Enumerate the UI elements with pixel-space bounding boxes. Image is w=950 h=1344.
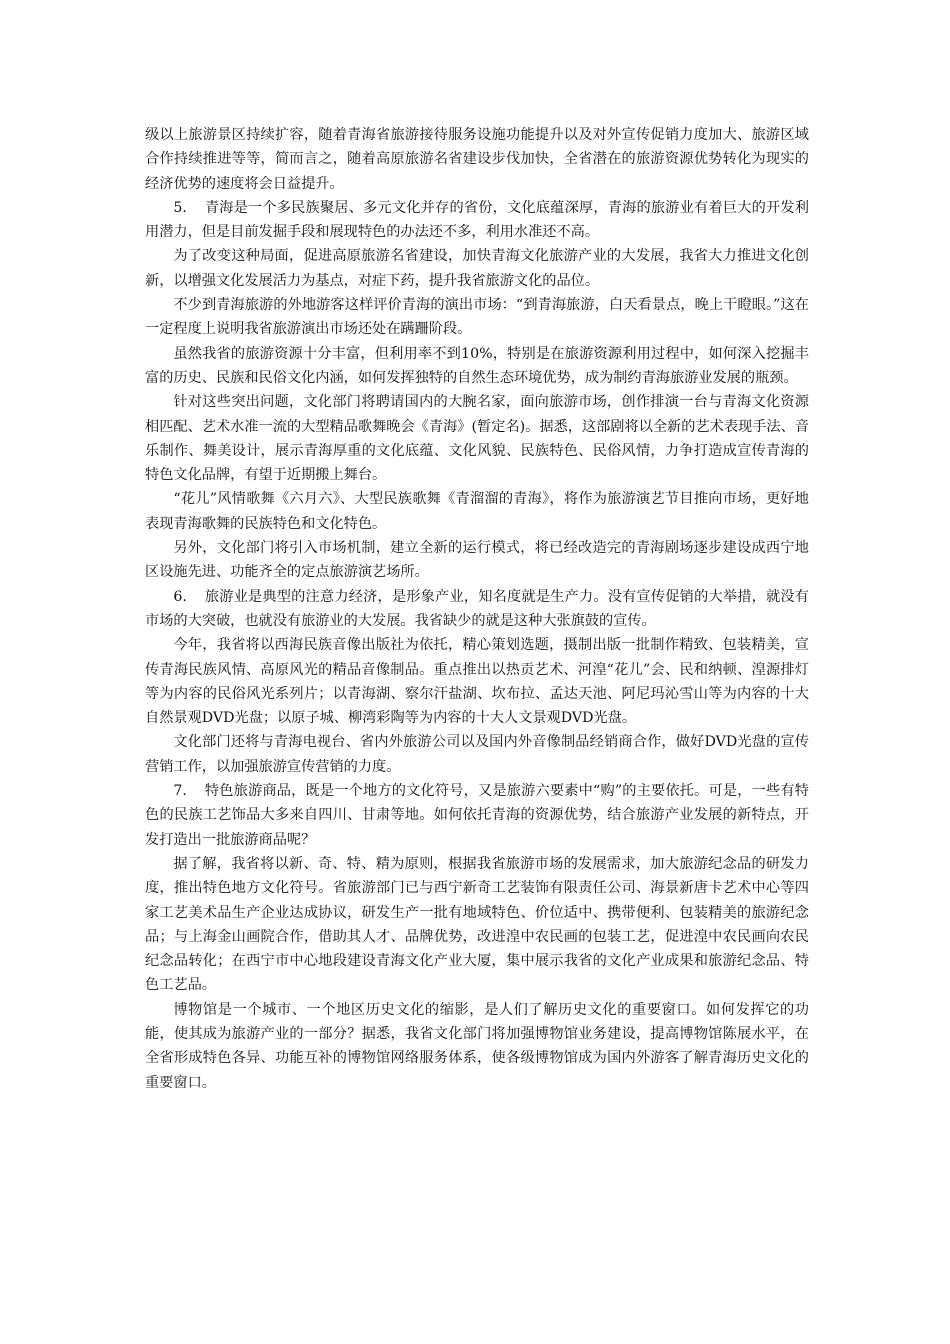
paragraph-text: 旅游业是典型的注意力经济，是形象产业，知名度就是生产力。没有宣传促销的大举措，就没有市场的大突破，也就没有旅游业的大发展。我省缺少的就是这种大张旗鼓的宣传。	[145, 588, 809, 629]
paragraph	[145, 390, 809, 487]
paragraph-text: 级以上旅游景区持续扩容，随着青海省旅游接待服务设施功能提升以及对外宣传促销力度加大、旅游区域合作持续推进等等，简而言之，随着高原旅游名省建设步伐加快，全省潜在的旅游资源优势转化为现实的经济优势的速度将会日益提升。	[145, 127, 809, 192]
section-number: 5.	[173, 199, 187, 216]
paragraph-text: 文化部门还将与青海电视台、省内外旅游公司以及国内外音像制品经销商合作，做好DVD光盘的宣传营销工作，以加强旅游宣传营销的力度。	[145, 734, 809, 775]
paragraph-text: 为了改变这种局面，促进高原旅游名省建设，加快青海文化旅游产业的大发展，我省大力推进文化创新，以增强文化发展活力为基点，对症下药，提升我省旅游文化的品位。	[145, 248, 809, 289]
paragraph	[145, 585, 809, 634]
paragraph-text: 今年，我省将以西海民族音像出版社为依托，精心策划选题，摄制出版一批制作精致、包装精美，宣传青海民族风情、高原风光的精品音像制品。重点推出以热贡艺术、河湟“花儿”会、民和纳顿、湟源排灯等为内容的民俗风光系列片；以青海湖、察尔汗盐湖、坎布拉、孟达天池、阿尼玛沁雪山等为内容的十大自然景观DVD光盘；以原子城、柳湾彩陶等为内容的十大人文景观DVD光盘。	[145, 637, 809, 727]
paragraph-text: 据了解，我省将以新、奇、特、精为原则，根据我省旅游市场的发展需求，加大旅游纪念品的研发力度，推出特色地方文化符号。省旅游部门已与西宁新奇工艺装饰有限责任公司、海景新唐卡艺术中心等四家工艺美术品生产企业达成协议，研发生产一批有地域特色、价位适中、携带便利、包装精美的旅游纪念品；与上海金山画院合作，借助其人才、品牌优势，改进湟中农民画的包装工艺，促进湟中农民画向农民纪念品转化；在西宁市中心地段建设青海文化产业大厦，集中展示我省的文化产业成果和旅游纪念品、特色工艺品。	[145, 855, 809, 994]
paragraph-text: 另外，文化部门将引入市场机制，建立全新的运行模式，将已经改造完的青海剧场逐步建设成西宁地区设施先进、功能齐全的定点旅游演艺场所。	[145, 540, 809, 581]
paragraph	[145, 852, 809, 998]
paragraph-text: 不少到青海旅游的外地游客这样评价青海的演出市场：“到青海旅游，白天看景点，晚上干瞪眼。”这在一定程度上说明我省旅游演出市场还处在蹒跚阶段。	[145, 297, 809, 338]
paragraph	[145, 196, 809, 245]
section-number: 6.	[173, 588, 187, 605]
paragraph-text: 针对这些突出问题，文化部门将聘请国内的大腕名家，面向旅游市场，创作排演一台与青海文化资源相匹配、艺术水准一流的大型精品歌舞晚会《青海》(暂定名)。据悉，这部剧将以全新的艺术表现手法、音乐制作、舞美设计，展示青海厚重的文化底蕴、文化风貌、民族特色、民俗风情，力争打造成宣传青海的特色文化品牌，有望于近期搬上舞台。	[145, 394, 809, 484]
section-number: 7.	[173, 783, 187, 800]
paragraph-text: 虽然我省的旅游资源十分丰富，但利用率不到10%，特别是在旅游资源利用过程中，如何深入挖掘丰富的历史、民族和民俗文化内涵，如何发挥独特的自然生态环境优势，成为制约青海旅游业发展的瓶颈。	[145, 345, 809, 386]
paragraph-text: “花儿”风情歌舞《六月六》、大型民族歌舞《青溜溜的青海》，将作为旅游演艺节目推向市场，更好地表现青海歌舞的民族特色和文化特色。	[145, 491, 809, 532]
paragraph	[145, 342, 809, 391]
paragraph	[145, 779, 809, 852]
paragraph	[145, 293, 809, 342]
paragraph	[145, 998, 809, 1095]
paragraph	[145, 123, 809, 196]
paragraph-text: 博物馆是一个城市、一个地区历史文化的缩影，是人们了解历史文化的重要窗口。如何发挥它的功能，使其成为旅游产业的一部分？据悉，我省文化部门将加强博物馆业务建设，提高博物馆陈展水平，在全省形成特色各异、功能互补的博物馆网络服务体系，使各级博物馆成为国内外游客了解青海历史文化的重要窗口。	[145, 1001, 809, 1091]
paragraph	[145, 730, 809, 779]
document-body	[145, 123, 809, 1095]
paragraph	[145, 536, 809, 585]
paragraph-text: 青海是一个多民族聚居、多元文化并存的省份，文化底蕴深厚，青海的旅游业有着巨大的开发利用潜力，但是目前发掘手段和展现特色的办法还不多，利用水准还不高。	[145, 199, 809, 241]
paragraph-text: 特色旅游商品，既是一个地方的文化符号，又是旅游六要素中“购”的主要依托。可是，一些有特色的民族工艺饰品大多来自四川、甘肃等地。如何依托青海的资源优势，结合旅游产业发展的新特点，开发打造出一批旅游商品呢？	[145, 783, 809, 848]
paragraph	[145, 487, 809, 536]
paragraph	[145, 633, 809, 730]
paragraph	[145, 244, 809, 293]
